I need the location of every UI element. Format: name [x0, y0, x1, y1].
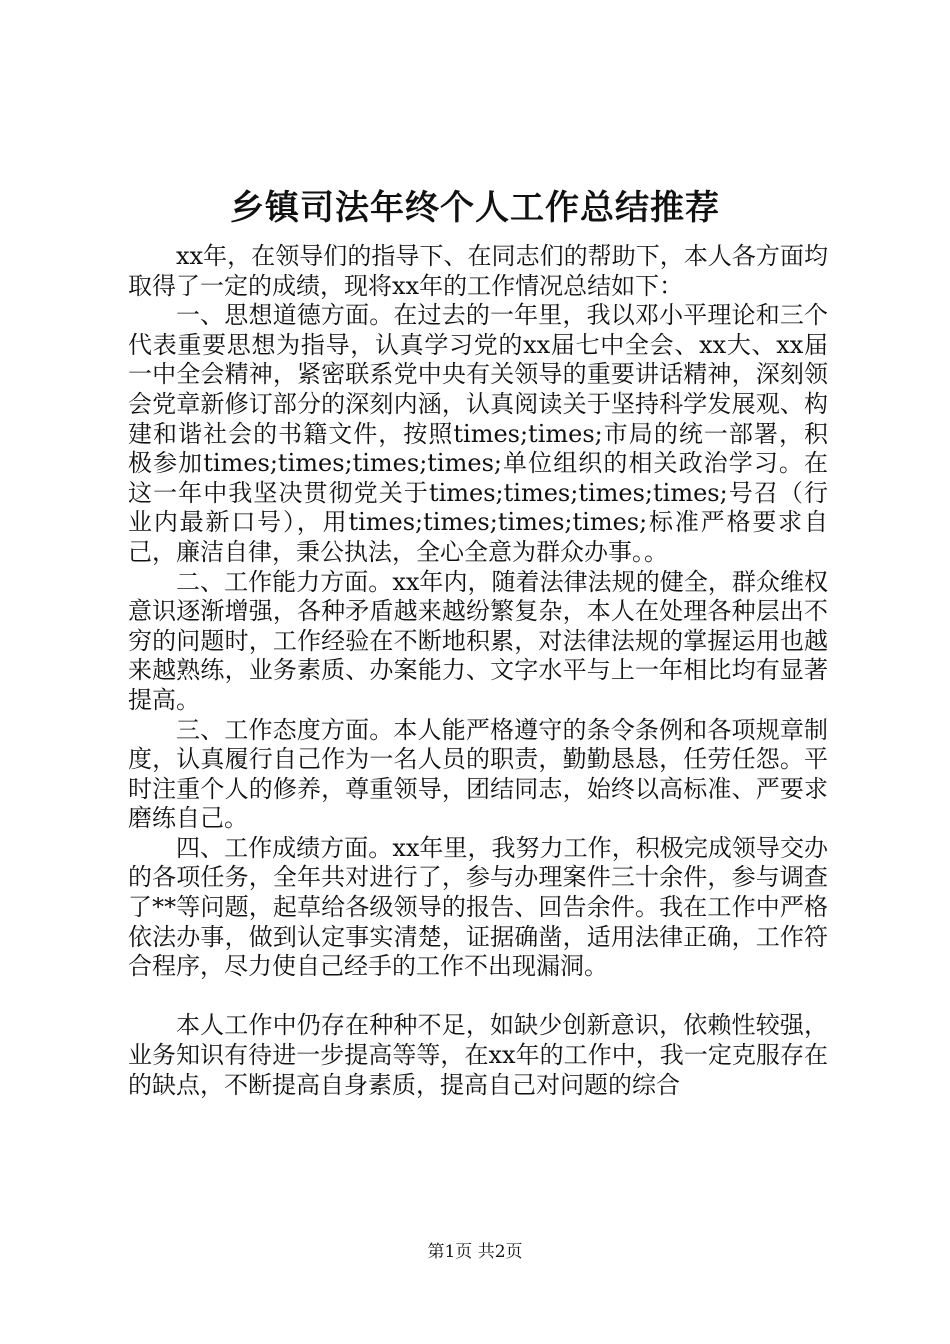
intro-paragraph: xx年，在领导们的指导下、在同志们的帮助下，本人各方面均取得了一定的成绩，现将xx年的工作情况总结如下： — [128, 242, 828, 300]
page-number-footer: 第1页 共2页 — [427, 1242, 523, 1262]
ability-paragraph: 二、工作能力方面。xx年内，随着法律法规的健全，群众维权意识逐渐增强，各种矛盾越来越纷繁复杂，本人在处理各种层出不穷的问题时，工作经验在不断地积累，对法律法规的掌握运用也越来越熟练，业务素质、办案能力、文字水平与上一年相比均有显著提高。 — [128, 567, 828, 714]
ideology-paragraph: 一、思想道德方面。在过去的一年里，我以邓小平理论和三个代表重要思想为指导，认真学习党的xx届七中全会、xx大、xx届一中全会精神，紧密联系党中央有关领导的重要讲话精神，深刻领会党章新修订部分的深刻内涵，认真阅读关于坚持科学发展观、构建和谐社会的书籍文件，按照times;times;市局的统一部署，积极参加times;times;times;times;单位组织的相关政治学习。在这一年中我坚决贯彻党关于times;times;times;times;号召（行业内最新口号），用times;times;times;times;标准严格要求自己，廉洁自律，秉公执法，全心全意为群众办事。。 — [128, 301, 828, 566]
achievement-paragraph: 四、工作成绩方面。xx年里，我努力工作，积极完成领导交办的各项任务，全年共对进行了，参与办理案件三十余件，参与调查了**等问题，起草给各级领导的报告、回告余件。我在工作中严格依法办事，做到认定事实清楚，证据确凿，适用法律正确，工作符合程序，尽力使自己经手的工作不出现漏洞。 — [128, 833, 828, 981]
shortcomings-paragraph: 本人工作中仍存在种种不足，如缺少创新意识，依赖性较强，业务知识有待进一步提高等等，在xx年的工作中，我一定克服存在的缺点，不断提高自身素质，提高自己对问题的综合 — [128, 1011, 828, 1099]
document-title: 乡镇司法年终个人工作总结推荐 — [230, 188, 720, 228]
attitude-paragraph: 三、工作态度方面。本人能严格遵守的条令条例和各项规章制度，认真履行自己作为一名人员的职责，勤勤恳恳，任劳任怨。平时注重个人的修养，尊重领导，团结同志，始终以高标准、严要求磨练自己。 — [128, 715, 828, 833]
document-body — [128, 242, 828, 1100]
